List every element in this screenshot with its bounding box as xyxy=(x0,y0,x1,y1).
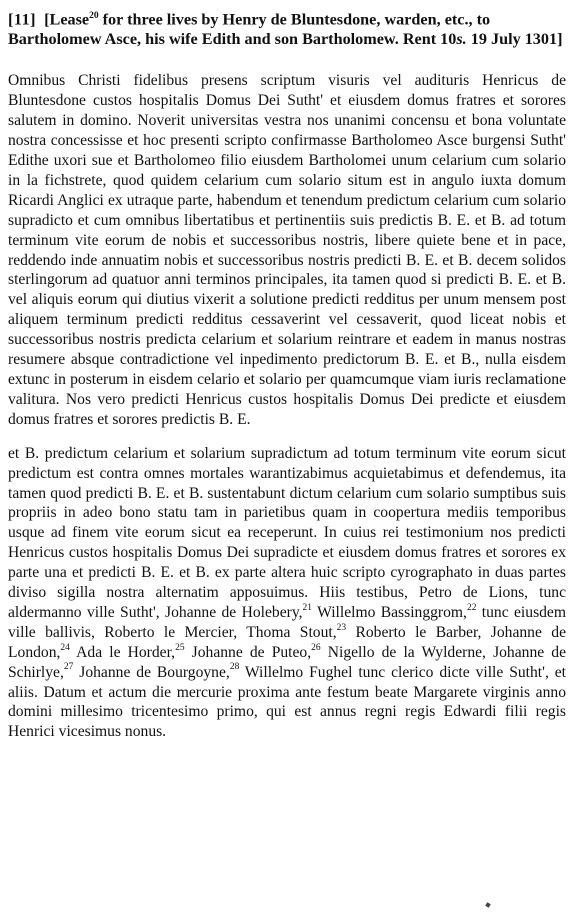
shilling-abbrev: s. xyxy=(456,30,467,49)
heading-date: 19 July 1301] xyxy=(466,30,563,49)
paragraph-2-text-e: Ada le Horder, xyxy=(69,643,176,661)
footnote-ref-20: 20 xyxy=(89,11,99,21)
charter-paragraph-2 xyxy=(8,444,566,743)
scan-speck xyxy=(485,902,490,907)
document-heading xyxy=(8,6,566,49)
paragraph-2-text-i: Willelmo Fughel tunc clerico dicte ville Sutht', et aliis. Datum et actum die mercurie proxima ante festum beate Margarete virginis anno domini millesimo tricentesimo primo, qui est annus regni regis Edwardi filii regis Henrici vicesimus nonus. xyxy=(8,663,566,741)
footnote-ref-24: 24 xyxy=(60,642,70,653)
paragraph-2-text-c: tunc eiusdem ville ballivis, Roberto le Mercier, Thoma Stout, xyxy=(8,603,566,641)
paragraph-gap xyxy=(8,430,566,444)
paragraph-2-text-h: Johanne de Bourgoyne, xyxy=(73,663,230,681)
paragraph-2-text-b: Willelmo Bassinggrom, xyxy=(312,603,467,621)
paragraph-2-text-g: Nigello de la Wylderne, Johanne de Schirlye, xyxy=(8,643,566,681)
heading-prefix: [Lease xyxy=(44,10,90,29)
footnote-ref-21: 21 xyxy=(302,602,313,613)
footnote-ref-23: 23 xyxy=(336,622,347,633)
charter-paragraph-1 xyxy=(8,71,566,429)
footnote-ref-28: 28 xyxy=(229,662,240,673)
footnote-ref-26: 26 xyxy=(311,642,321,653)
paragraph-2-text-f: Johanne de Puteo, xyxy=(184,643,312,661)
paragraph-1-text: Omnibus Christi fidelibus presens scriptum visuris vel audituris Henricus de Bluntesdone custos hospitalis Domus Dei Sutht' et eiusdem domus fratres et sorores salutem in domino. Noverit universitas vestra nos unanimi concensu et bona voluntate nostra concessisse et hoc presenti scripto confirmasse Bartholomeo Asce burgensi Sutht' Edithe uxori sue et Bartholomeo filio eiusdem Bartholomei unum celarium cum solario in la fichstrete, quod quidem celarium cum solario situm est in angulo iuxta domum Ricardi Anglici ex utraque parte, habendum et tenendum predictum celarium cum solario supradicto et cum omnibus libertatibus et pertinentiis suis predictis B. E. et B. ad totum terminum vite eorum de nobis et successoribus nostris, libere quiete bene et in pace, reddendo inde annuatim nobis et successoribus nostris predicti B. E. et B. decem solidos sterlingorum ad quatuor anni terminos principales, ita tamen quod si predicti B. E. et B. vel aliquis eorum qui diutius vixerit a solutione predicti redditus per unum mensem post aliquem terminum predicti redditus cessaverint vel cessaverit, quod liceat nobis et successoribus nostris predicta celarium et solarium reintrare et eadem in manus nostras resumere absque contradictione vel inpedimento predictorum B. E. et B., nulla eisdem extunc in posterum in eisdem celario et solario per quamcumque viam iuris reclamatione valitura. Nos vero predicti Henricus custos hospitalis Domus Dei predicte et eiusdem domus fratres et sorores predictis B. E. xyxy=(8,72,566,428)
paragraph-2-text-d: Roberto le Barber, Johanne de London, xyxy=(8,623,566,661)
charter-number: [11] xyxy=(8,10,37,29)
footnote-ref-27: 27 xyxy=(63,662,74,673)
footnote-ref-22: 22 xyxy=(466,602,477,613)
heading-text: for three lives by Henry de Bluntesdone, warden, etc., to Bartholomew Asce, his wife Edith and son Bartholomew. Rent 10 xyxy=(8,10,491,49)
paragraph-2-text-a: et B. predictum celarium et solarium supradictum ad totum terminum vite eorum sicut predictum est contra omnes mortales warantizabimus acquietabimus et defendemus, ita tamen quod predicti B. E. et B. sustentabunt dictum celarium cum solario sumptibus suis propriis in adeo bono statu tam in parietibus quam in coopertura mediis temporibus usque ad finem vite eorum sicut ea receperunt. In cuius rei testimonium nos predicti Henricus custos hospitalis Domus Dei supradicte et eiusdem domus fratres et sorores ex parte una et predicti B. E. et B. ex parte altera huic scripto cyrographato in duas partes diviso sigilla nostra alternatim apposuimus. Hiis testibus, Petro de Lions, tunc aldermanno ville Sutht', Johanne de Holebery, xyxy=(8,444,566,621)
footnote-ref-25: 25 xyxy=(175,642,185,653)
